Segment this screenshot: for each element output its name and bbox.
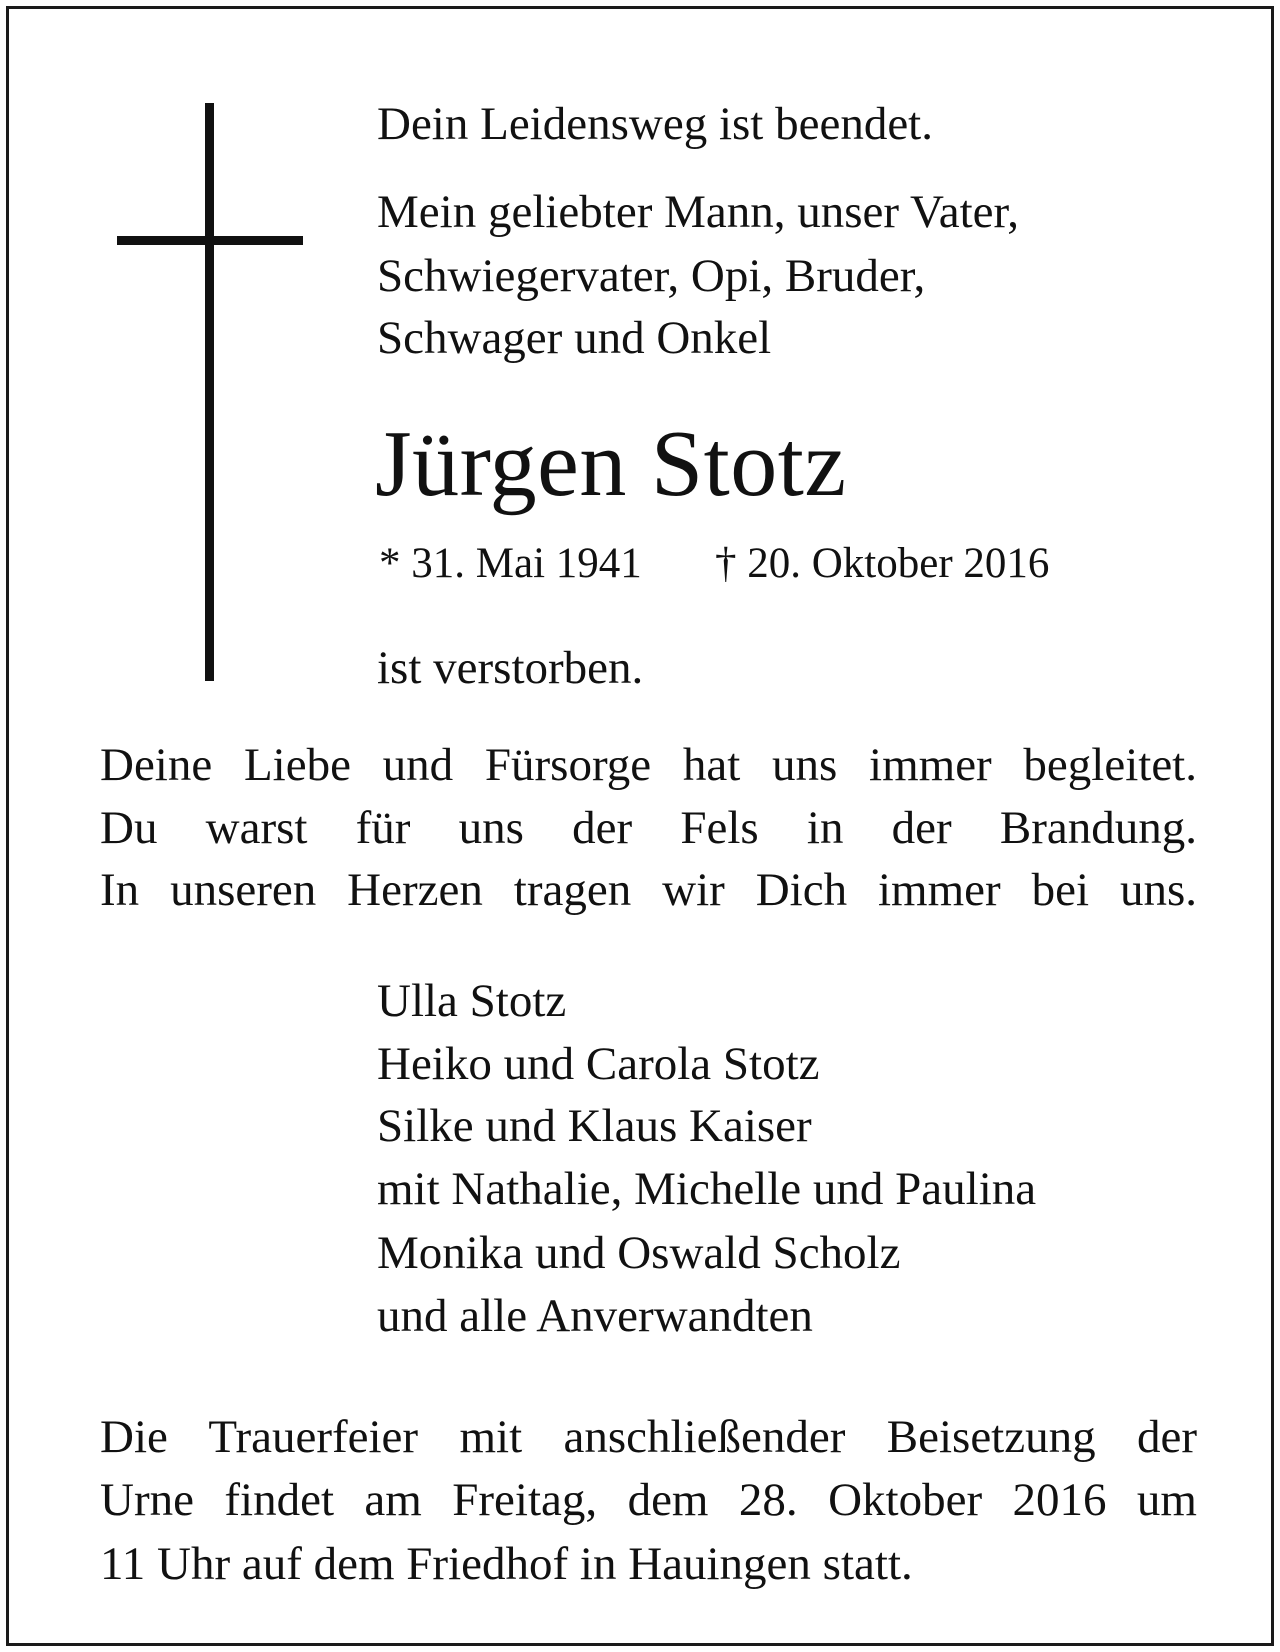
verse-line-1: Deine Liebe und Fürsorge hat uns immer begleitet. (100, 739, 1197, 791)
deceased-status: ist verstorben. (377, 642, 644, 694)
ceremony-line-3: 11 Uhr auf dem Friedhof in Hauingen statt. (100, 1538, 913, 1590)
mourner-line-6: und alle Anverwandten (377, 1290, 813, 1342)
verse-line-3: In unseren Herzen tragen wir Dich immer bei uns. (100, 864, 1197, 916)
ceremony-line-1: Die Trauerfeier mit anschließender Beisetzung der (100, 1411, 1197, 1463)
relation-line-3: Schwager und Onkel (377, 312, 772, 364)
mourner-line-2: Heiko und Carola Stotz (377, 1038, 820, 1090)
relation-line-2: Schwiegervater, Opi, Bruder, (377, 250, 926, 302)
verse-line-2: Du warst für uns der Fels in der Brandung. (100, 802, 1197, 854)
intro-line: Dein Leidensweg ist beendet. (377, 98, 933, 150)
death-date: † 20. Oktober 2016 (715, 540, 1050, 587)
mourner-line-1: Ulla Stotz (377, 975, 567, 1027)
deceased-name: Jürgen Stotz (375, 412, 847, 516)
mourner-line-4: mit Nathalie, Michelle und Paulina (377, 1163, 1037, 1215)
cross-icon (117, 103, 303, 681)
obituary-frame (6, 6, 1274, 1646)
birth-date: * 31. Mai 1941 (379, 540, 642, 587)
cross-horizontal-bar (117, 236, 303, 245)
mourner-line-5: Monika und Oswald Scholz (377, 1227, 901, 1279)
mourner-line-3: Silke und Klaus Kaiser (377, 1100, 812, 1152)
relation-line-1: Mein geliebter Mann, unser Vater, (377, 186, 1020, 238)
cross-vertical-bar (205, 103, 214, 681)
ceremony-line-2: Urne findet am Freitag, dem 28. Oktober 2016 um (100, 1474, 1197, 1526)
